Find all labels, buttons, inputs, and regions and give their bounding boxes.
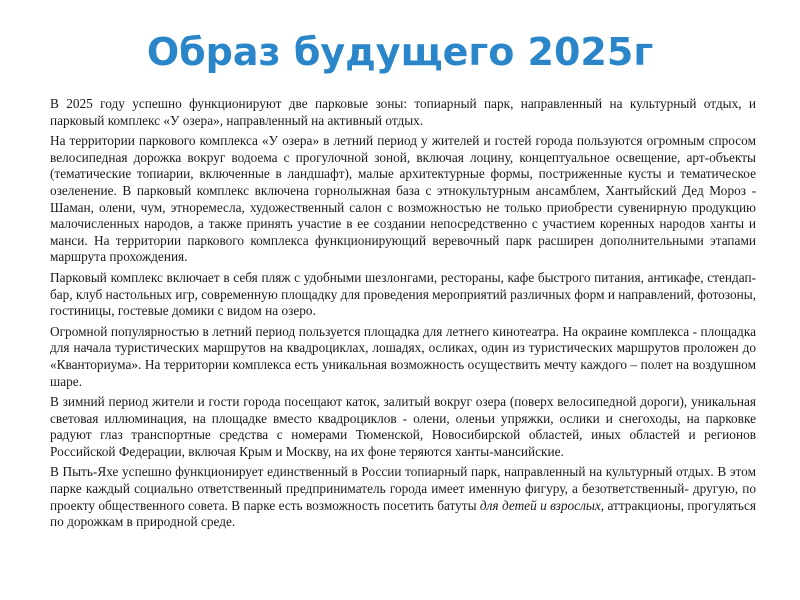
slide-title: Образ будущего 2025г (146, 30, 654, 74)
paragraph-parks-overview: В 2025 году успешно функционируют две парковые зоны: топиарный парк, направленный на культурный отдых, и парковый комплекс «У озера», направленный на активный отдых. (50, 96, 756, 128)
paragraph-summer-complex: На территории паркового комплекса «У озера» в летний период у жителей и гостей города пользуются огромным спросом велосипедная дорожка вокруг водоема с прогулочной зоной, включая лоцину, концептуальное освещение, арт-объекты (тематические топиарии, включенные в ландшафт), малые архитектурные формы, постриженные кусты и тематическое озеленение. В парковый комплекс включена горнолыжная база с этнокультурным ансамблем, Хантыйский Дед Мороз - Шаман, олени, чум, этноремесла, художественный салон с возможностью не только приобрести сувенирную продукцию малочисленных народов, а также принять участие в ее создании непосредственно с участием коренных народов ханты и манси. На территории паркового комплекса функционирующий веревочный парк расширен дополнительными этапами маршрута прохождения. (50, 133, 756, 265)
paragraph-amenities: Парковый комплекс включает в себя пляж с удобными шезлонгами, рестораны, кафе быстрого питания, антикафе, стендап-бар, клуб настольных игр, современную площадку для проведения мероприятий различных форм и направлений, фотозоны, гостиницы, гостевые домики с видом на озеро. (50, 269, 756, 319)
topiary-text-italic: для детей и взрослых (479, 497, 601, 513)
paragraph-winter-period: В зимний период жители и гости города посещают каток, залитый вокруг озера (поверх велосипедной дороги), уникальная световая иллюминация, на площадке вместо квадроциклов - олени, оленьи упряжки, ослики и снегоходы, на парковке радуют глаз транспортные средства с номерами Тюменской, Новосибирской областей, иных областей и регионов Российской Федерации, включая Крым и Москву, на их фоне теряются ханты-мансийские. (50, 394, 756, 459)
paragraph-topiary-park (50, 464, 756, 530)
topiary-text-end: , аттракционы, прогуляться по дорожкам в природной среде. (50, 497, 756, 530)
paragraph-cinema-tours: Огромной популярностью в летний период пользуется площадка для летнего кинотеатра. На окраине комплекса - площадка для начала туристических маршрутов на квадроциклах, лошадях, осликах, один из туристических маршрутов проложен до «Кванториума». На территории комплекса есть уникальная возможность осуществить мечту каждого – полет на воздушном шаре. (50, 323, 756, 389)
topiary-text-start: В Пыть-Яхе успешно функционирует единственный в России топиарный парк, направленный на культурный отдых. В этом парке каждый социально ответственный предприниматель города имеет именную фигуру, а безответственный- другую, по проекту общественного совета. В парке есть возможность посетить батуты (50, 464, 756, 513)
slide-body (50, 96, 756, 531)
